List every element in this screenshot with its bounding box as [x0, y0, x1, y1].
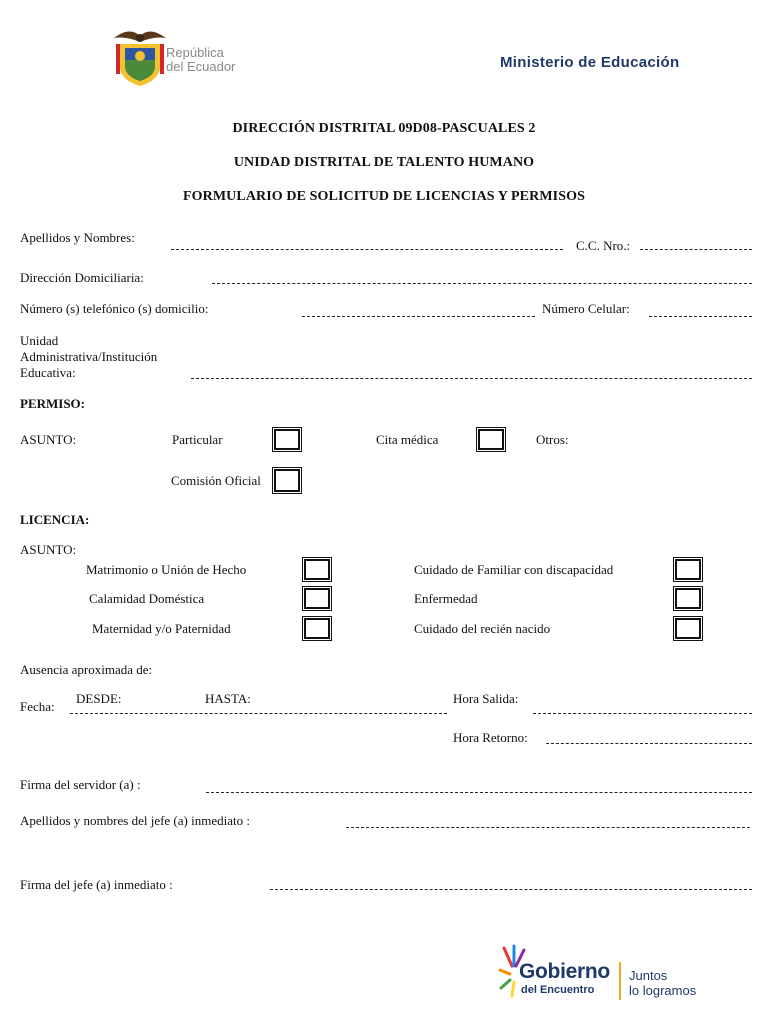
hora-retorno-line[interactable] — [546, 743, 752, 744]
unidad-line[interactable] — [191, 378, 752, 379]
firma-jefe-label: Firma del jefe (a) inmediato : — [20, 877, 173, 892]
republica-ecuador-wordmark — [166, 46, 235, 74]
matrimonio-checkbox[interactable] — [304, 559, 330, 580]
telefono-domicilio-line[interactable] — [302, 316, 535, 317]
apellidos-nombres-line[interactable] — [171, 249, 563, 250]
maternidad-checkbox[interactable] — [304, 618, 330, 639]
telefono-domicilio-label: Número (s) telefónico (s) domicilio: — [20, 301, 209, 316]
permiso-heading: PERMISO: — [20, 396, 85, 411]
cuidado-recien-checkbox[interactable] — [675, 618, 701, 639]
unidad-label — [20, 333, 157, 381]
enfermedad-checkbox[interactable] — [675, 588, 701, 609]
hora-salida-line[interactable] — [533, 713, 752, 714]
ministerio-educacion-logo: Ministerio de Educación — [500, 54, 680, 71]
cuidado-recien-label: Cuidado del recién nacido — [414, 621, 551, 636]
firma-servidor-line[interactable] — [206, 792, 752, 793]
cc-nro-line[interactable] — [640, 249, 752, 250]
otros-label: Otros: — [536, 432, 569, 447]
apellidos-jefe-line[interactable] — [346, 827, 750, 828]
lo-logramos-line: lo logramos — [629, 983, 697, 998]
maternidad-label: Maternidad y/o Paternidad — [92, 621, 231, 636]
republica-line-1: República — [166, 45, 224, 60]
fecha-label: Fecha: — [20, 699, 55, 714]
licencia-asunto-label: ASUNTO: — [20, 542, 77, 557]
numero-celular-line[interactable] — [649, 316, 752, 317]
ausencia-heading: Ausencia aproximada de: — [20, 662, 153, 677]
del-encuentro-wordmark: del Encuentro — [521, 984, 595, 996]
comision-oficial-checkbox[interactable] — [274, 469, 300, 492]
title-formulario: FORMULARIO DE SOLICITUD DE LICENCIAS Y PERMISOS — [183, 189, 585, 204]
firma-servidor-label: Firma del servidor (a) : — [20, 777, 141, 792]
cc-nro-label: C.C. Nro.: — [576, 238, 631, 253]
hora-retorno-label: Hora Retorno: — [453, 730, 528, 745]
particular-label: Particular — [172, 432, 223, 447]
cita-medica-checkbox[interactable] — [478, 429, 504, 450]
gobierno-wordmark: Gobierno — [519, 960, 610, 983]
cita-medica-label: Cita médica — [376, 432, 439, 447]
permiso-asunto-label: ASUNTO: — [20, 432, 77, 447]
matrimonio-label: Matrimonio o Unión de Hecho — [86, 562, 247, 577]
hasta-label: HASTA: — [205, 691, 251, 706]
juntos-lo-logramos-text — [629, 968, 696, 998]
footer-divider — [619, 962, 621, 1000]
unidad-line-2: Administrativa/Institución — [20, 349, 158, 364]
calamidad-checkbox[interactable] — [304, 588, 330, 609]
republica-line-2: del Ecuador — [166, 59, 236, 74]
hora-salida-label: Hora Salida: — [453, 691, 519, 706]
enfermedad-label: Enfermedad — [414, 591, 478, 606]
title-unidad-talento-humano: UNIDAD DISTRITAL DE TALENTO HUMANO — [233, 155, 535, 170]
particular-checkbox[interactable] — [274, 429, 300, 450]
ecuador-coat-of-arms-logo — [110, 26, 170, 88]
firma-jefe-line[interactable] — [270, 889, 752, 890]
direccion-label: Dirección Domiciliaria: — [20, 270, 144, 285]
cuidado-familiar-checkbox[interactable] — [675, 559, 701, 580]
title-direccion-distrital: DIRECCIÓN DISTRITAL 09D08-PASCUALES 2 — [232, 121, 536, 136]
licencia-heading: LICENCIA: — [20, 512, 90, 527]
cuidado-familiar-label: Cuidado de Familiar con discapacidad — [414, 562, 614, 577]
juntos-line: Juntos — [629, 968, 668, 983]
apellidos-nombres-label: Apellidos y Nombres: — [20, 230, 135, 245]
comision-oficial-label: Comisión Oficial — [171, 473, 261, 488]
apellidos-jefe-label: Apellidos y nombres del jefe (a) inmediato : — [20, 813, 250, 828]
desde-label: DESDE: — [76, 691, 122, 706]
fecha-line[interactable] — [70, 713, 447, 714]
direccion-line[interactable] — [212, 283, 752, 284]
unidad-line-1: Unidad — [20, 333, 59, 348]
calamidad-label: Calamidad Doméstica — [89, 591, 205, 606]
numero-celular-label: Número Celular: — [542, 301, 630, 316]
unidad-line-3: Educativa: — [20, 365, 76, 380]
